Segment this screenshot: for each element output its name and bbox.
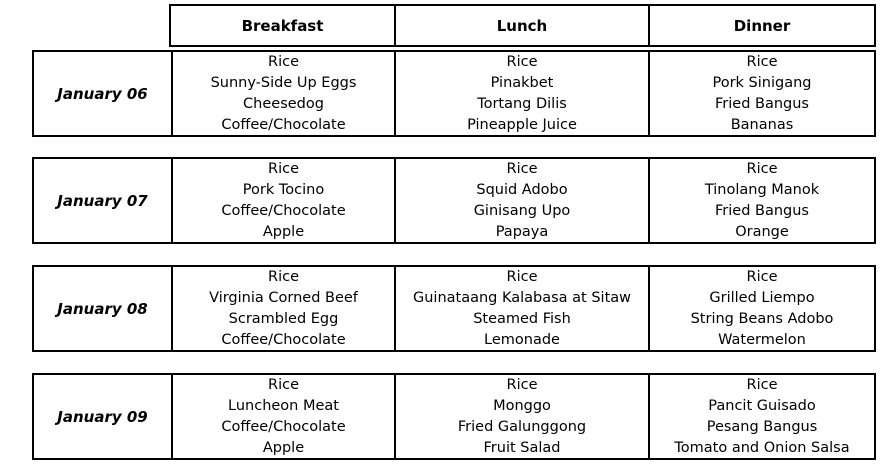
breakfast-header: Breakfast <box>241 16 324 35</box>
breakfast-cell <box>171 159 394 242</box>
breakfast-cell <box>171 375 394 458</box>
menu-item: Fried Bangus <box>715 202 809 219</box>
menu-item: Cheesedog <box>243 95 324 112</box>
menu-item: Steamed Fish <box>473 310 571 327</box>
menu-item: Scrambled Egg <box>228 310 339 327</box>
menu-item: Coffee/Chocolate <box>221 116 346 133</box>
menu-item: Watermelon <box>718 331 806 348</box>
menu-item: Pork Sinigang <box>712 74 812 91</box>
menu-item: Fruit Salad <box>483 439 561 456</box>
menu-item: Monggo <box>493 397 551 414</box>
menu-item: Rice <box>268 376 299 393</box>
menu-item: Ginisang Upo <box>473 202 571 219</box>
day-row-january-09 <box>32 373 876 460</box>
lunch-cell <box>394 267 648 350</box>
menu-item: Rice <box>268 268 299 285</box>
day-row-january-06 <box>32 50 876 137</box>
menu-item: Pancit Guisado <box>708 397 816 414</box>
dinner-header: Dinner <box>648 6 874 45</box>
day-row-january-08 <box>32 265 876 352</box>
lunch-cell <box>394 52 648 135</box>
menu-item: Pineapple Juice <box>467 116 577 133</box>
menu-item: Lemonade <box>484 331 560 348</box>
menu-item: Luncheon Meat <box>228 397 339 414</box>
menu-item: Squid Adobo <box>476 181 568 198</box>
lunch-cell <box>394 159 648 242</box>
date-label: January 09 <box>57 407 148 426</box>
menu-item: Rice <box>746 160 778 177</box>
dinner-cell <box>648 267 874 350</box>
breakfast-cell <box>171 52 394 135</box>
menu-item: Rice <box>268 160 299 177</box>
breakfast-cell <box>171 267 394 350</box>
menu-item: Coffee/Chocolate <box>221 418 346 435</box>
date-label: January 08 <box>57 299 148 318</box>
dinner-cell <box>648 159 874 242</box>
menu-item: Rice <box>746 376 778 393</box>
menu-item: Coffee/Chocolate <box>221 202 346 219</box>
menu-item: Fried Bangus <box>715 95 809 112</box>
dinner-cell <box>648 375 874 458</box>
menu-item: Rice <box>268 53 299 70</box>
menu-item: Tortang Dilis <box>477 95 567 112</box>
menu-item: Rice <box>506 53 538 70</box>
lunch-header: Lunch <box>394 6 648 45</box>
date-label: January 06 <box>57 84 148 103</box>
menu-item: Papaya <box>495 223 549 240</box>
lunch-cell <box>394 375 648 458</box>
day-row-january-07 <box>32 157 876 244</box>
menu-item: Rice <box>506 160 538 177</box>
menu-item: Tomato and Onion Salsa <box>674 439 850 456</box>
menu-item: Orange <box>735 223 789 240</box>
menu-item: Pinakbet <box>490 74 554 91</box>
menu-item: Coffee/Chocolate <box>221 331 346 348</box>
menu-item: Virginia Corned Beef <box>209 289 358 306</box>
date-label: January 07 <box>57 191 148 210</box>
menu-item: Rice <box>506 376 538 393</box>
menu-item: Pork Tocino <box>242 181 325 198</box>
menu-item: Apple <box>262 439 305 456</box>
menu-item: Guinataang Kalabasa at Sitaw <box>412 289 632 306</box>
menu-item: Apple <box>262 223 305 240</box>
menu-item: Rice <box>746 53 778 70</box>
menu-item: Fried Galunggong <box>457 418 587 435</box>
menu-item: String Beans Adobo <box>690 310 834 327</box>
meal-header-row <box>169 4 876 47</box>
menu-item: Grilled Liempo <box>709 289 815 306</box>
menu-item: Rice <box>746 268 778 285</box>
menu-item: Rice <box>506 268 538 285</box>
menu-item: Bananas <box>730 116 794 133</box>
menu-item: Sunny-Side Up Eggs <box>210 74 357 91</box>
menu-item: Pesang Bangus <box>706 418 818 435</box>
dinner-cell <box>648 52 874 135</box>
menu-item: Tinolang Manok <box>704 181 820 198</box>
